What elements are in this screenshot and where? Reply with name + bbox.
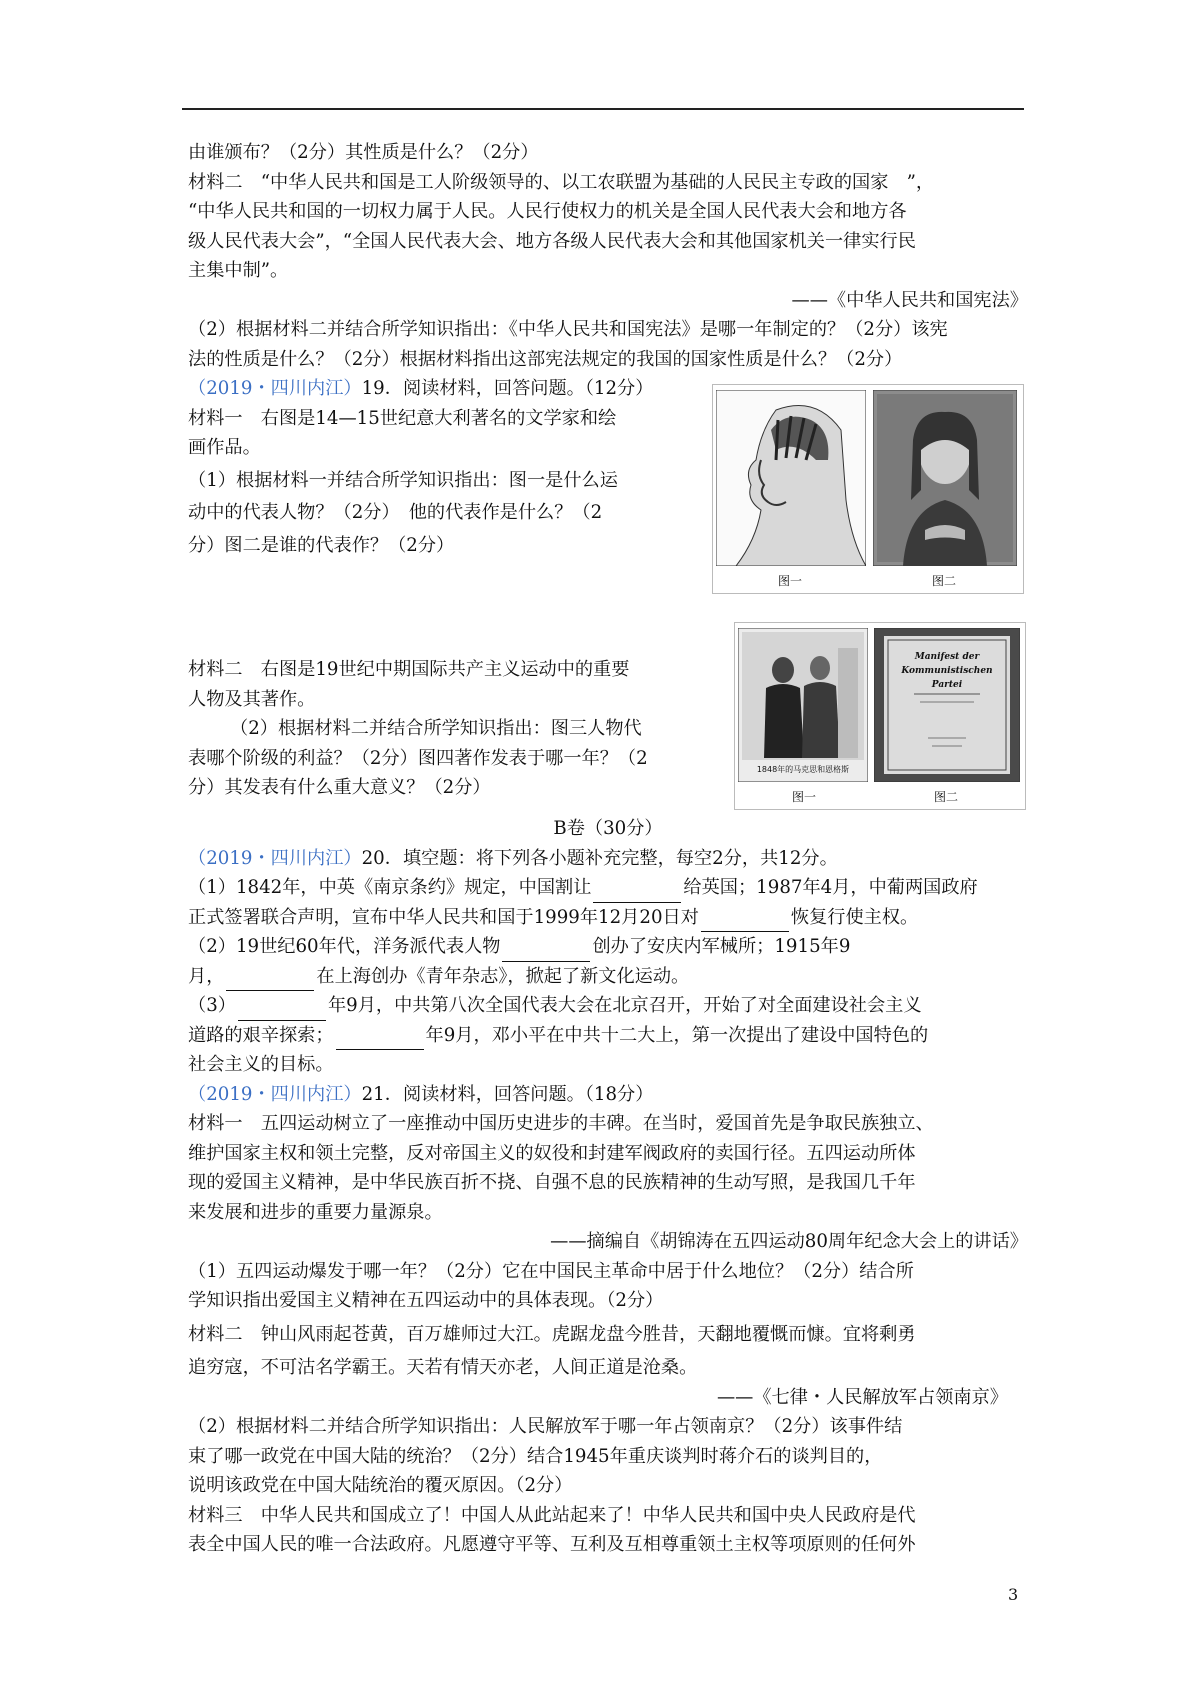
question-line: 学知识指出爱国主义精神在五四运动中的具体表现。（2分） bbox=[188, 1290, 664, 1311]
text-line: 级人民代表大会”，“全国人民代表大会、地方各级人民代表大会和其他国家机关一律实行民 bbox=[188, 230, 916, 252]
text-line: 社会主义的目标。 bbox=[188, 1054, 334, 1075]
text-line: 材料二 “中华人民共和国是工人阶级领导的、以工农联盟为基础的人民民主专政的国家 ”， bbox=[188, 171, 935, 193]
question-source: （2019・四川内江） bbox=[188, 847, 362, 869]
text-line: 动中的代表人物？（2分） 他的代表作是什么？（2 bbox=[188, 502, 603, 523]
text-line: 表哪个阶级的利益？（2分）图四著作发表于哪一年？（2 bbox=[188, 747, 648, 769]
text-span: （2）19世纪60年代，洋务派代表人物 bbox=[188, 936, 501, 957]
text-span: 正式签署联合声明，宣布中华人民共和国于1999年12月20日对 bbox=[188, 906, 699, 928]
figure-caption: 图二 bbox=[931, 574, 956, 588]
q19-material-one bbox=[188, 374, 658, 560]
text-line: 维护国家主权和领土完整，反对帝国主义的奴役和封建军阀政府的卖国行径。五四运动所体 bbox=[188, 1142, 916, 1164]
marx-engels-image bbox=[738, 628, 868, 782]
figure-caption: 图一 bbox=[791, 790, 816, 804]
text-line: 材料二 钟山风雨起苍黄，百万雄师过大江。虎踞龙盘今胜昔，天翻地覆慨而慷。宜将剩勇 bbox=[188, 1323, 916, 1345]
text-line: 材料一 右图是14—15世纪意大利著名的文学家和绘 bbox=[188, 407, 617, 429]
header-rule bbox=[182, 108, 1024, 110]
fill-line bbox=[188, 873, 1028, 903]
text-line: 画作品。 bbox=[188, 437, 261, 458]
source-citation: ——《七律・人民解放军占领南京》 bbox=[716, 1386, 1008, 1408]
section-heading: B卷（30分） bbox=[553, 818, 663, 839]
fill-line bbox=[188, 1021, 1028, 1051]
text-line: 追穷寇，不可沽名学霸王。天若有情天亦老，人间正道是沧桑。 bbox=[188, 1357, 698, 1378]
text-line: “中华人民共和国的一切权力属于人民。人民行使权力的机关是全国人民代表大会和地方各 bbox=[188, 201, 907, 222]
answer-blank[interactable] bbox=[238, 1002, 326, 1021]
fill-line bbox=[188, 962, 1028, 992]
manifesto-cover-image bbox=[874, 628, 1020, 782]
manifesto-title: Manifest der Kommunistischen Partei bbox=[901, 652, 993, 690]
text-span: 创办了安庆内军械所；1915年9 bbox=[592, 936, 851, 957]
top-block bbox=[188, 138, 1028, 374]
answer-blank[interactable] bbox=[701, 913, 789, 932]
source-citation: ——摘编自《胡锦涛在五四运动80周年纪念大会上的讲话》 bbox=[550, 1231, 1028, 1252]
text-line: （1）根据材料一并结合所学知识指出：图一是什么运 bbox=[188, 469, 618, 491]
question-line: （1）五四运动爆发于哪一年？（2分）它在中国民主革命中居于什么地位？（2分）结合所 bbox=[188, 1260, 914, 1282]
question-title: 19．阅读材料，回答问题。（12分） bbox=[361, 378, 654, 399]
text-line: （2）根据材料二并结合所学知识指出：图三人物代 bbox=[230, 718, 642, 739]
text-line: 来发展和进步的重要力量源泉。 bbox=[188, 1201, 443, 1223]
text-line: 分）图二是谁的代表作？（2分） bbox=[188, 534, 455, 556]
text-line: 材料三 中华人民共和国成立了！中国人从此站起来了！中华人民共和国中央人民政府是代 bbox=[188, 1504, 916, 1526]
text-span: （3） bbox=[188, 995, 236, 1016]
text-line: 由谁颁布？（2分）其性质是什么？（2分） bbox=[188, 142, 539, 163]
text-span: 给英国；1987年4月，中葡两国政府 bbox=[683, 877, 978, 898]
question-line: （2）根据材料二并结合所学知识指出：《中华人民共和国宪法》是哪一年制定的？（2分）该宪 bbox=[188, 319, 948, 340]
question-source: （2019・四川内江） bbox=[188, 378, 362, 399]
b-section bbox=[188, 814, 1028, 1560]
text-line: 材料一 五四运动树立了一座推动中国历史进步的丰碑。在当时，爱国首先是争取民族独立、 bbox=[188, 1113, 934, 1134]
text-span: （1）1842年，中英《南京条约》规定，中国割让 bbox=[188, 877, 592, 898]
mona-lisa-image bbox=[873, 390, 1017, 566]
text-line: 分）其发表有什么重大意义？（2分） bbox=[188, 777, 491, 798]
text-span: 恢复行使主权。 bbox=[790, 906, 919, 928]
text-line: 现的爱国主义精神，是中华民族百折不挠、自强不息的民族精神的生动写照，是我国几千年 bbox=[188, 1172, 916, 1193]
text-line: 材料二 右图是19世纪中期国际共产主义运动中的重要 bbox=[188, 659, 630, 680]
source-citation: ——《中华人民共和国宪法》 bbox=[791, 289, 1028, 311]
question-line: 法的性质是什么？（2分）根据材料指出这部宪法规定的我国的国家性质是什么？（2分） bbox=[188, 348, 903, 370]
dante-portrait-image bbox=[716, 390, 866, 566]
question-title: 20．填空题：将下列各小题补充完整，每空2分，共12分。 bbox=[361, 847, 838, 869]
question-line: （2）根据材料二并结合所学知识指出：人民解放军于哪一年占领南京？（2分）该事件结 bbox=[188, 1416, 903, 1437]
page-number: 3 bbox=[1008, 1585, 1019, 1604]
answer-blank[interactable] bbox=[336, 1031, 424, 1050]
question-title: 21．阅读材料，回答问题。（18分） bbox=[361, 1083, 654, 1105]
question-line: 说明该政党在中国大陆统治的覆灭原因。（2分） bbox=[188, 1475, 573, 1496]
figure-inner-caption: 1848年的马克思和恩格斯 bbox=[756, 765, 850, 774]
text-span: 年9月，中共第八次全国代表大会在北京召开，开始了对全面建设社会主义 bbox=[327, 995, 922, 1016]
answer-blank[interactable] bbox=[593, 884, 681, 903]
text-span: 在上海创办《青年杂志》，掀起了新文化运动。 bbox=[316, 965, 690, 987]
text-line: 主集中制”。 bbox=[188, 260, 289, 281]
fill-line bbox=[188, 991, 1028, 1021]
figure-caption: 图一 bbox=[777, 574, 802, 588]
text-span: 月， bbox=[188, 965, 225, 987]
answer-blank[interactable] bbox=[502, 943, 590, 962]
text-span: 年9月，邓小平在中共十二大上，第一次提出了建设中国特色的 bbox=[425, 1024, 929, 1046]
text-line: 人物及其著作。 bbox=[188, 688, 316, 710]
question-source: （2019・四川内江） bbox=[188, 1083, 362, 1105]
text-span: 道路的艰辛探索； bbox=[188, 1024, 334, 1046]
question-line: 束了哪一政党在中国大陆的统治？（2分）结合1945年重庆谈判时蒋介石的谈判目的， bbox=[188, 1445, 883, 1467]
fill-line bbox=[188, 932, 1028, 962]
fill-line bbox=[188, 903, 1028, 933]
text-line: 表全中国人民的唯一合法政府。凡愿遵守平等、互利及互相尊重领土主权等项原则的任何外 bbox=[188, 1534, 916, 1555]
q19-material-two bbox=[188, 655, 728, 803]
figure-caption: 图二 bbox=[933, 790, 958, 804]
answer-blank[interactable] bbox=[226, 972, 314, 991]
